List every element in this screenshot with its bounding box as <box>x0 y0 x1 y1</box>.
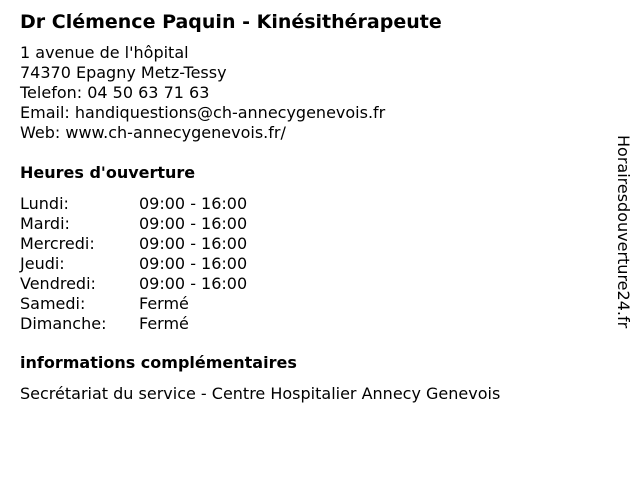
info-heading: informations complémentaires <box>20 353 297 372</box>
hours-row-mardi <box>20 214 247 234</box>
hours-row-vendredi <box>20 274 247 294</box>
day-hours: 09:00 - 16:00 <box>139 254 248 273</box>
day-hours: Fermé <box>139 294 189 313</box>
phone-number: Telefon: 04 50 63 71 63 <box>20 83 210 102</box>
hours-row-lundi <box>20 194 247 214</box>
contact-block <box>20 43 385 143</box>
day-hours: Fermé <box>139 314 189 333</box>
day-label: Lundi: <box>20 194 69 213</box>
hours-row-dimanche <box>20 314 247 334</box>
hours-heading: Heures d'ouverture <box>20 163 196 182</box>
day-label: Samedi: <box>20 294 86 313</box>
site-watermark: Horairesdouverture24.fr <box>614 135 633 329</box>
city-address: 74370 Epagny Metz-Tessy <box>20 63 227 82</box>
street-address: 1 avenue de l'hôpital <box>20 43 189 62</box>
day-hours: 09:00 - 16:00 <box>139 234 248 253</box>
day-label: Vendredi: <box>20 274 96 293</box>
website-address: Web: www.ch-annecygenevois.fr/ <box>20 123 286 142</box>
day-hours: 09:00 - 16:00 <box>139 214 248 233</box>
hours-row-samedi <box>20 294 247 314</box>
day-label: Mardi: <box>20 214 70 233</box>
email-address: Email: handiquestions@ch-annecygenevois.fr <box>20 103 386 122</box>
info-text: Secrétariat du service - Centre Hospitalier Annecy Genevois <box>20 384 501 403</box>
day-hours: 09:00 - 16:00 <box>139 274 248 293</box>
page-title: Dr Clémence Paquin - Kinésithérapeute <box>20 11 442 33</box>
day-hours: 09:00 - 16:00 <box>139 194 248 213</box>
day-label: Mercredi: <box>20 234 95 253</box>
day-label: Jeudi: <box>20 254 65 273</box>
hours-table <box>20 194 247 334</box>
hours-row-jeudi <box>20 254 247 274</box>
hours-row-mercredi <box>20 234 247 254</box>
day-label: Dimanche: <box>20 314 107 333</box>
